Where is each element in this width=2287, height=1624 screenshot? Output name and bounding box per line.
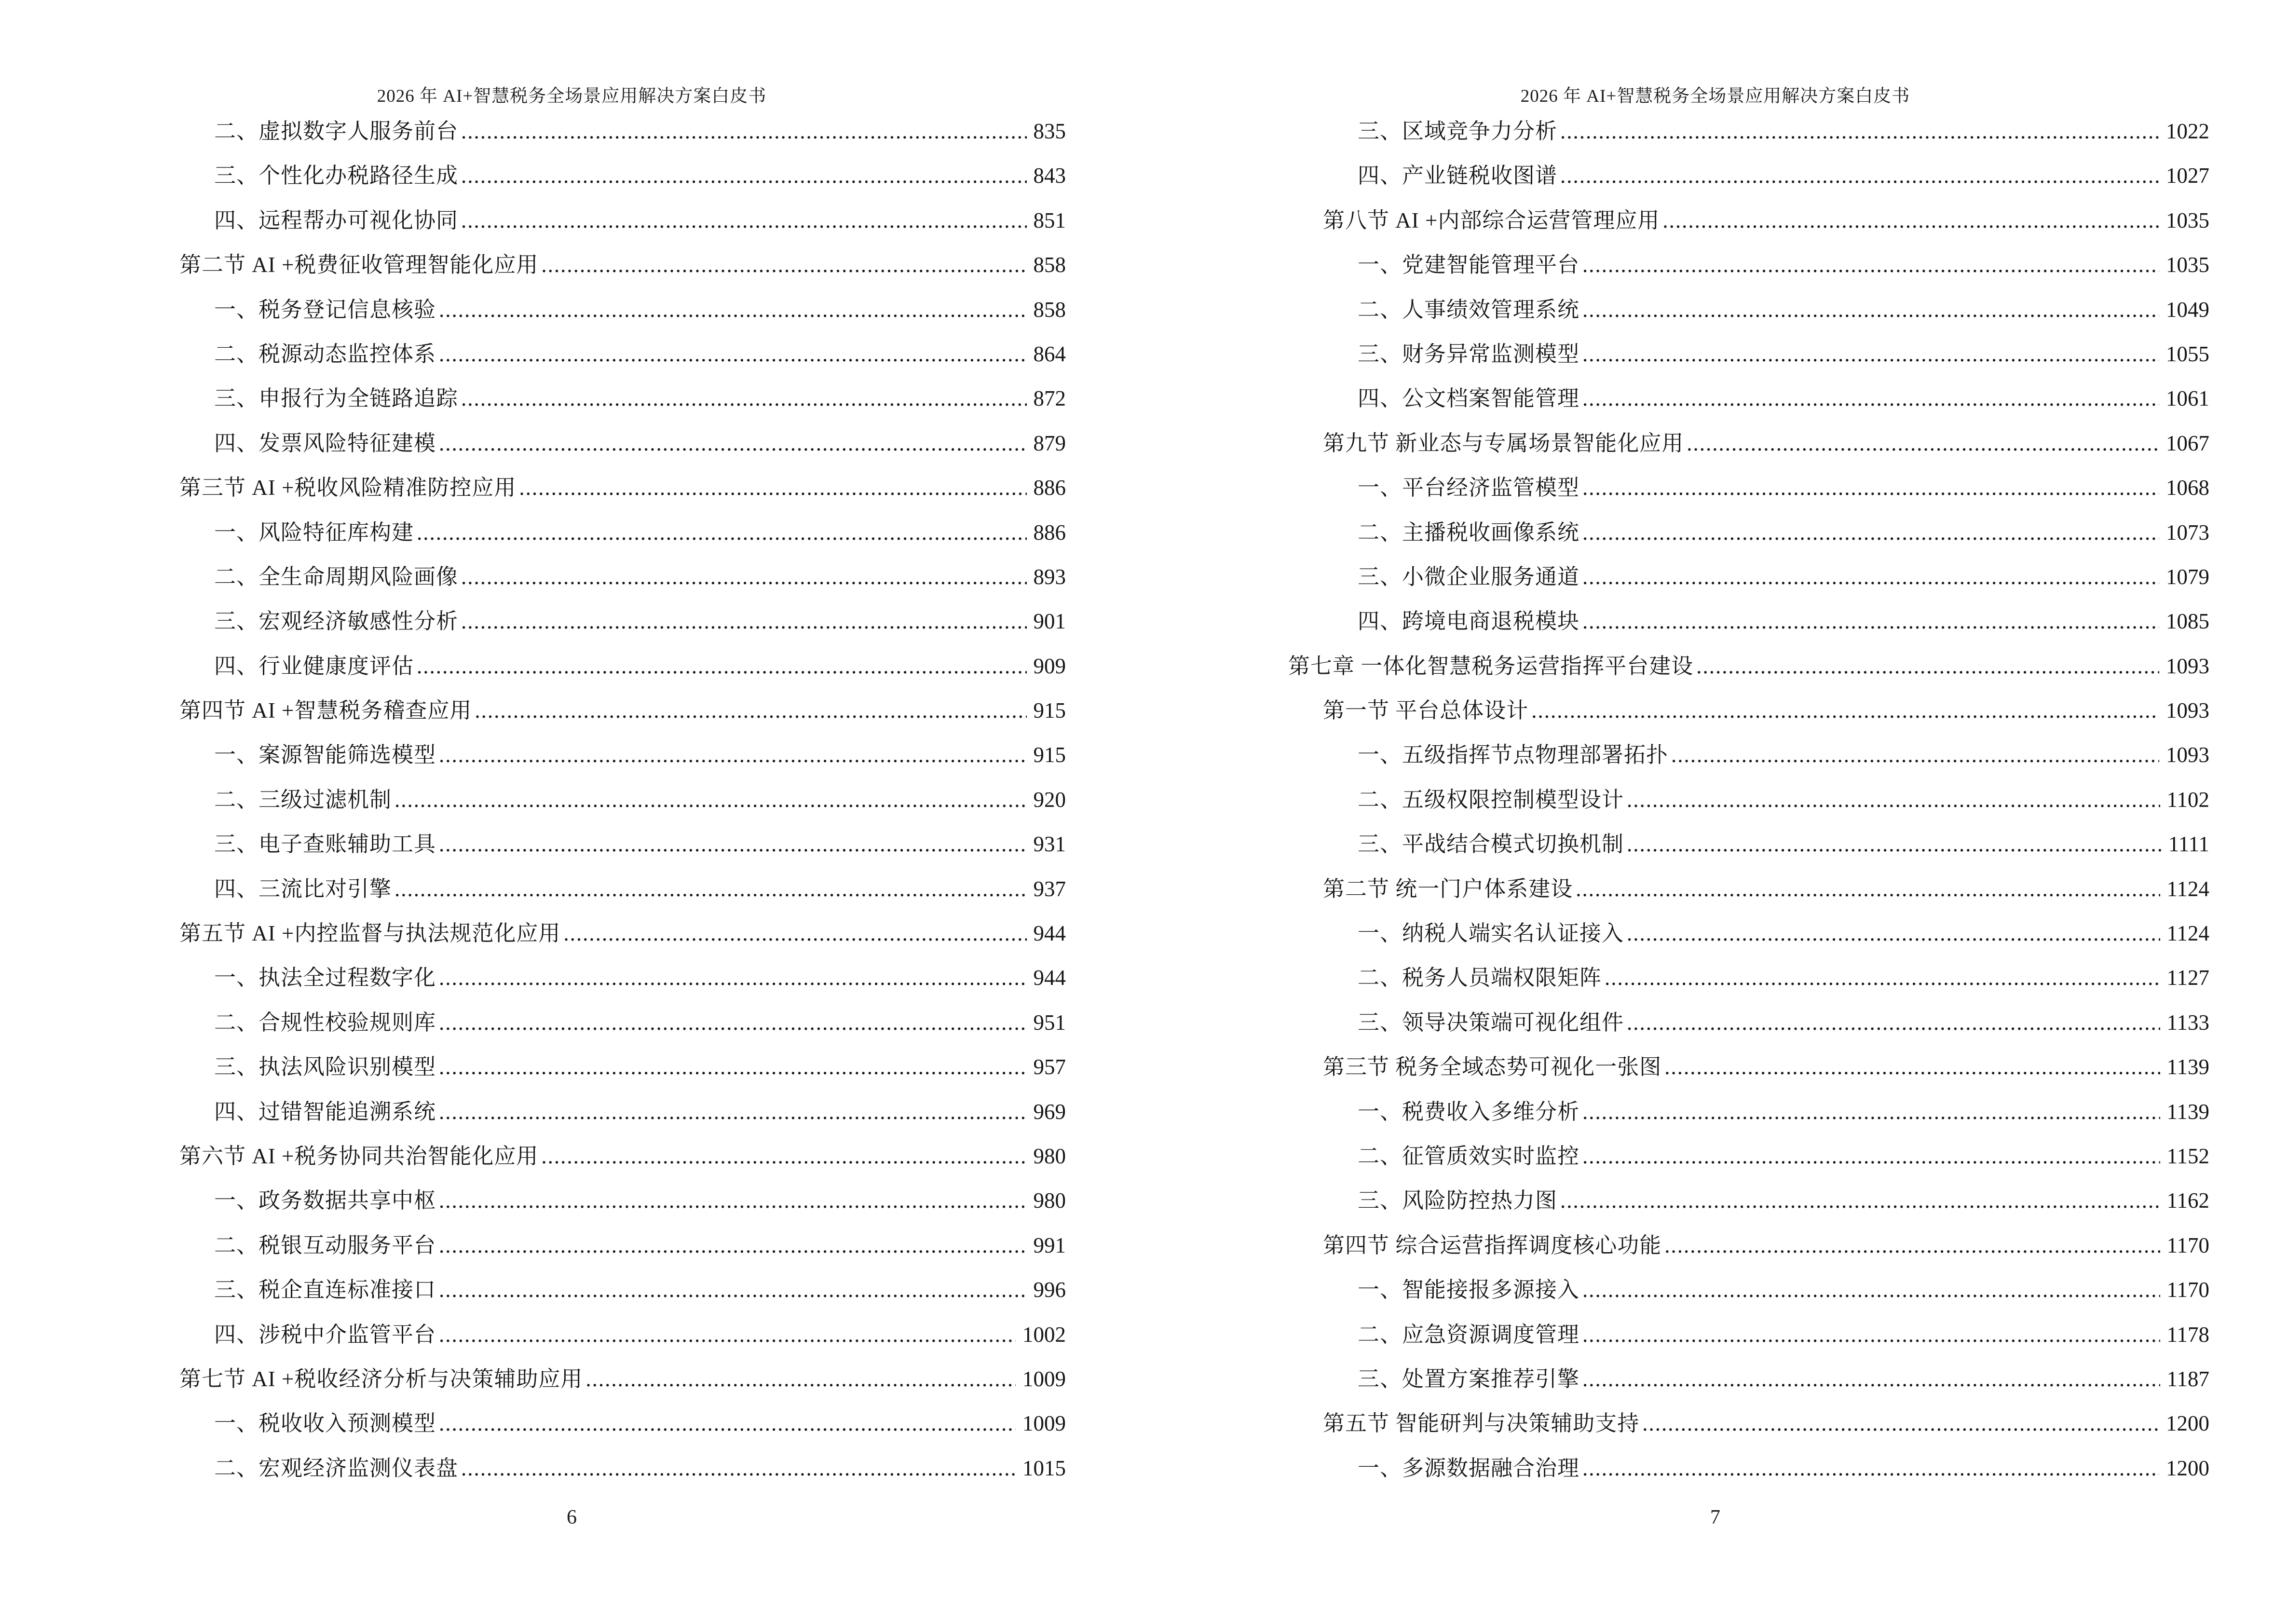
toc-dot-leader <box>1579 1312 2160 1357</box>
toc-entry <box>0 287 1066 332</box>
toc-dot-leader <box>458 555 1026 599</box>
toc-dot-leader <box>458 376 1026 421</box>
toc-entry-title: 二、合规性校验规则库 <box>214 1010 436 1035</box>
toc-dot-leader <box>436 955 1026 1000</box>
toc-entry-title: 一、执法全过程数字化 <box>214 966 436 990</box>
toc-entry-title: 二、宏观经济监测仪表盘 <box>214 1456 459 1480</box>
toc-dot-leader <box>458 109 1026 153</box>
toc-dot-leader <box>436 1268 1026 1312</box>
toc-entry <box>1144 599 2209 643</box>
toc-dot-leader <box>436 733 1026 777</box>
toc-entry-page: 991 <box>1033 1233 1066 1257</box>
toc-entry <box>0 955 1066 1000</box>
toc-dot-leader <box>436 332 1026 376</box>
toc-dot-leader <box>1624 1000 2160 1045</box>
toc-entry <box>0 867 1066 911</box>
toc-entry-title: 第三节 AI +税收风险精准防控应用 <box>179 476 517 500</box>
page-header-title: 2026 年 AI+智慧税务全场景应用解决方案白皮书 <box>1520 86 1910 106</box>
toc-entry <box>0 644 1066 688</box>
toc-entry-title: 三、个性化办税路径生成 <box>214 164 459 188</box>
toc-entry-title: 一、案源智能筛选模型 <box>214 743 436 767</box>
toc-entry-page: 886 <box>1033 520 1066 545</box>
toc-entry <box>1144 733 2209 777</box>
toc-entry-title: 第四节 综合运营指挥调度核心功能 <box>1323 1233 1662 1257</box>
toc-entry-title: 二、三级过滤机制 <box>214 787 392 812</box>
toc-entry-title: 四、公文档案智能管理 <box>1358 386 1580 411</box>
toc-entry <box>1144 1090 2209 1134</box>
toc-entry-title: 一、党建智能管理平台 <box>1358 253 1580 277</box>
toc-dot-leader <box>1579 332 2159 376</box>
toc-dot-leader <box>516 465 1026 510</box>
toc-entry-page: 1015 <box>1022 1456 1066 1480</box>
toc-entry-page: 1102 <box>2166 787 2209 812</box>
toc-entry <box>0 1268 1066 1312</box>
toc-dot-leader <box>392 867 1026 911</box>
toc-dot-leader <box>436 421 1026 465</box>
toc-entry-page: 951 <box>1033 1010 1066 1035</box>
toc-entry-page: 1162 <box>2166 1188 2209 1213</box>
toc-entry-title: 一、政务数据共享中枢 <box>214 1188 436 1213</box>
toc-entry-title: 二、全生命周期风险画像 <box>214 564 459 589</box>
toc-dot-leader <box>458 599 1026 643</box>
toc-entry-page: 1067 <box>2166 431 2209 455</box>
toc-dot-leader <box>1557 1178 2160 1223</box>
toc-entry <box>1144 1401 2209 1446</box>
toc-entry <box>0 599 1066 643</box>
toc-entry-title: 四、远程帮办可视化协同 <box>214 208 459 232</box>
toc-entry-page: 944 <box>1033 921 1066 946</box>
toc-entry-title: 三、执法风险识别模型 <box>214 1055 436 1079</box>
toc-entry <box>0 198 1066 243</box>
toc-dot-leader <box>436 1045 1026 1089</box>
toc-dot-leader <box>1579 287 2159 332</box>
toc-entry <box>1144 421 2209 465</box>
toc-dot-leader <box>1602 955 2160 1000</box>
toc-entry-page: 957 <box>1033 1055 1066 1079</box>
toc-entry <box>0 1045 1066 1089</box>
toc-entry-page: 1170 <box>2166 1278 2209 1302</box>
toc-entry-title: 第二节 统一门户体系建设 <box>1323 876 1573 901</box>
toc-entry <box>1144 867 2209 911</box>
toc-entry-page: 1035 <box>2166 253 2209 277</box>
toc-entry <box>0 510 1066 555</box>
toc-entry <box>1144 109 2209 153</box>
toc-dot-leader <box>458 153 1026 198</box>
toc-entry-title: 三、宏观经济敏感性分析 <box>214 609 459 634</box>
toc-entry <box>1144 688 2209 733</box>
toc-dot-leader <box>1579 1090 2160 1134</box>
toc-entry-title: 四、三流比对引擎 <box>214 876 392 901</box>
toc-entry-title: 第九节 新业态与专属场景智能化应用 <box>1323 431 1684 455</box>
toc-entry <box>0 1312 1066 1357</box>
toc-dot-leader <box>538 243 1026 287</box>
toc-entry <box>0 243 1066 287</box>
toc-entry <box>1144 955 2209 1000</box>
toc-entry <box>0 153 1066 198</box>
toc-entry-page: 851 <box>1033 208 1066 232</box>
toc-entry <box>1144 510 2209 555</box>
toc-entry <box>1144 1045 2209 1089</box>
toc-entry-page: 1200 <box>2166 1456 2209 1480</box>
toc-entry <box>1144 1134 2209 1178</box>
toc-dot-leader <box>1624 778 2160 822</box>
toc-entry <box>1144 332 2209 376</box>
page-number-footer: 6 <box>567 1506 577 1528</box>
toc-entry <box>1144 822 2209 866</box>
toc-entry-page: 864 <box>1033 341 1066 366</box>
toc-entry-title: 三、小微企业服务通道 <box>1358 564 1580 589</box>
toc-entry-page: 1133 <box>2166 1010 2209 1035</box>
toc-entry-page: 1093 <box>2166 654 2209 678</box>
toc-entry-page: 980 <box>1033 1144 1066 1168</box>
toc-entry <box>1144 198 2209 243</box>
toc-entry-title: 二、虚拟数字人服务前台 <box>214 119 459 143</box>
toc-dot-leader <box>1684 421 2159 465</box>
toc-entry <box>0 822 1066 866</box>
toc-dot-leader <box>436 1178 1026 1223</box>
toc-dot-leader <box>1579 465 2159 510</box>
toc-entry-title: 一、风险特征库构建 <box>214 520 414 545</box>
toc-entry <box>1144 1000 2209 1045</box>
toc-entry-title: 一、平台经济监管模型 <box>1358 476 1580 500</box>
toc-entry-page: 915 <box>1033 698 1066 723</box>
toc-entry-page: 893 <box>1033 564 1066 589</box>
toc-entry <box>0 421 1066 465</box>
toc-dot-leader <box>560 911 1026 955</box>
toc-entry-title: 第八节 AI +内部综合运营管理应用 <box>1323 208 1660 232</box>
toc-dot-leader <box>436 1223 1026 1268</box>
toc-entry-page: 937 <box>1033 876 1066 901</box>
toc-entry-page: 1093 <box>2166 698 2209 723</box>
toc-entry <box>0 376 1066 421</box>
toc-dot-leader <box>436 1312 1016 1357</box>
toc-entry-page: 886 <box>1033 476 1066 500</box>
toc-entry <box>0 1357 1066 1401</box>
toc-entry-page: 1027 <box>2166 164 2209 188</box>
toc-entry-title: 三、平战结合模式切换机制 <box>1358 832 1624 857</box>
toc-dot-leader <box>1579 1357 2160 1401</box>
toc-entry-page: 1111 <box>2168 832 2209 857</box>
toc-dot-leader <box>1579 1268 2160 1312</box>
toc-entry <box>1144 1357 2209 1401</box>
toc-entry-title: 三、财务异常监测模型 <box>1358 341 1580 366</box>
toc-dot-leader <box>392 778 1026 822</box>
page-number-footer: 7 <box>1710 1506 1720 1528</box>
toc-entry-page: 1049 <box>2166 297 2209 322</box>
toc-dot-leader <box>436 1090 1026 1134</box>
toc-entry-page: 1139 <box>2166 1099 2209 1124</box>
toc-entry-page: 1035 <box>2166 208 2209 232</box>
toc-entry <box>0 1090 1066 1134</box>
toc-entry-title: 二、征管质效实时监控 <box>1358 1144 1580 1168</box>
toc-entry <box>0 733 1066 777</box>
toc-entry-page: 915 <box>1033 743 1066 767</box>
toc-entry <box>0 1401 1066 1446</box>
toc-entry-page: 1002 <box>1022 1322 1066 1347</box>
toc-entry <box>1144 911 2209 955</box>
toc-entry-page: 1200 <box>2166 1411 2209 1436</box>
toc-entry-page: 980 <box>1033 1188 1066 1213</box>
toc-entry-title: 四、产业链税收图谱 <box>1358 164 1558 188</box>
toc-entry-page: 1022 <box>2166 119 2209 143</box>
toc-dot-leader <box>1661 1223 2160 1268</box>
toc-dot-leader <box>414 510 1026 555</box>
toc-entry-page: 858 <box>1033 253 1066 277</box>
toc-entry-title: 一、纳税人端实名认证接入 <box>1358 921 1624 946</box>
toc-dot-leader <box>436 1401 1016 1446</box>
toc-entry <box>0 1446 1066 1490</box>
toc-dot-leader <box>1579 510 2159 555</box>
toc-entry-page: 1124 <box>2166 921 2209 946</box>
toc-entry-title: 一、五级指挥节点物理部署拓扑 <box>1358 743 1669 767</box>
toc-entry-title: 一、税费收入多维分析 <box>1358 1099 1580 1124</box>
toc-list <box>1144 109 2209 1490</box>
toc-entry <box>1144 287 2209 332</box>
toc-entry-page: 858 <box>1033 297 1066 322</box>
toc-dot-leader <box>436 1000 1026 1045</box>
toc-dot-leader <box>1528 688 2159 733</box>
toc-entry <box>0 1000 1066 1045</box>
toc-entry-page: 1073 <box>2166 520 2209 545</box>
toc-entry <box>1144 1312 2209 1357</box>
toc-dot-leader <box>1579 1446 2159 1490</box>
toc-entry-page: 1055 <box>2166 341 2209 366</box>
toc-dot-leader <box>1579 599 2159 643</box>
toc-entry-title: 三、处置方案推荐引擎 <box>1358 1366 1580 1391</box>
toc-entry <box>0 332 1066 376</box>
toc-entry <box>0 1178 1066 1223</box>
toc-entry-title: 第一节 平台总体设计 <box>1323 698 1529 723</box>
toc-entry-page: 843 <box>1033 164 1066 188</box>
toc-dot-leader <box>1579 243 2159 287</box>
toc-entry-title: 二、五级权限控制模型设计 <box>1358 787 1624 812</box>
toc-entry-page: 872 <box>1033 386 1066 411</box>
toc-entry <box>0 465 1066 510</box>
toc-entry-title: 四、行业健康度评估 <box>214 654 414 678</box>
toc-entry <box>1144 1446 2209 1490</box>
toc-entry-title: 第六节 AI +税务协同共治智能化应用 <box>179 1144 539 1168</box>
toc-entry-page: 1061 <box>2166 386 2209 411</box>
toc-dot-leader <box>1579 555 2159 599</box>
toc-entry <box>0 911 1066 955</box>
toc-dot-leader <box>1639 1401 2159 1446</box>
toc-entry <box>0 688 1066 733</box>
toc-entry-page: 1009 <box>1022 1366 1066 1391</box>
toc-dot-leader <box>1660 198 2159 243</box>
toc-list <box>0 109 1066 1490</box>
toc-entry-title: 一、税务登记信息核验 <box>214 297 436 322</box>
toc-entry-page: 1127 <box>2166 966 2209 990</box>
toc-dot-leader <box>1557 153 2159 198</box>
toc-dot-leader <box>538 1134 1026 1178</box>
toc-dot-leader <box>1624 911 2160 955</box>
toc-entry <box>1144 243 2209 287</box>
toc-entry-title: 四、发票风险特征建模 <box>214 431 436 455</box>
toc-entry-title: 第七章 一体化智慧税务运营指挥平台建设 <box>1288 654 1694 678</box>
toc-entry-page: 1085 <box>2166 609 2209 634</box>
toc-entry-title: 三、风险防控热力图 <box>1358 1188 1558 1213</box>
toc-entry-title: 四、跨境电商退税模块 <box>1358 609 1580 634</box>
toc-entry-page: 931 <box>1033 832 1066 857</box>
toc-entry-title: 二、税银互动服务平台 <box>214 1233 436 1257</box>
toc-entry <box>0 555 1066 599</box>
toc-entry-page: 969 <box>1033 1099 1066 1124</box>
toc-entry-title: 第二节 AI +税费征收管理智能化应用 <box>179 253 539 277</box>
toc-entry-page: 1139 <box>2166 1055 2209 1079</box>
page-header-title: 2026 年 AI+智慧税务全场景应用解决方案白皮书 <box>377 86 767 106</box>
toc-dot-leader <box>583 1357 1016 1401</box>
toc-dot-leader <box>472 688 1026 733</box>
toc-dot-leader <box>1579 376 2159 421</box>
toc-entry-title: 三、领导决策端可视化组件 <box>1358 1010 1624 1035</box>
toc-entry-page: 1009 <box>1022 1411 1066 1436</box>
toc-entry-title: 第七节 AI +税收经济分析与决策辅助应用 <box>179 1366 583 1391</box>
toc-dot-leader <box>1668 733 2159 777</box>
toc-entry <box>1144 1268 2209 1312</box>
toc-entry-title: 三、区域竞争力分析 <box>1358 119 1558 143</box>
toc-entry-title: 二、税源动态监控体系 <box>214 341 436 366</box>
toc-entry-title: 二、人事绩效管理系统 <box>1358 297 1580 322</box>
toc-entry-page: 920 <box>1033 787 1066 812</box>
toc-entry-title: 一、智能接报多源接入 <box>1358 1278 1580 1302</box>
toc-entry-page: 909 <box>1033 654 1066 678</box>
toc-dot-leader <box>436 287 1026 332</box>
toc-entry <box>1144 465 2209 510</box>
toc-entry <box>1144 555 2209 599</box>
toc-entry-title: 一、税收收入预测模型 <box>214 1411 436 1436</box>
toc-entry <box>1144 153 2209 198</box>
toc-entry <box>0 1134 1066 1178</box>
toc-dot-leader <box>1557 109 2159 153</box>
toc-entry <box>1144 778 2209 822</box>
toc-dot-leader <box>1624 822 2162 866</box>
toc-entry-page: 996 <box>1033 1278 1066 1302</box>
toc-entry-page: 1178 <box>2166 1322 2209 1347</box>
toc-dot-leader <box>1693 644 2159 688</box>
toc-entry <box>1144 644 2209 688</box>
toc-dot-leader <box>458 1446 1016 1490</box>
toc-entry <box>0 1223 1066 1268</box>
toc-entry-title: 第五节 智能研判与决策辅助支持 <box>1323 1411 1640 1436</box>
toc-page-right <box>1144 0 2287 1624</box>
toc-entry <box>0 109 1066 153</box>
toc-entry-page: 1170 <box>2166 1233 2209 1257</box>
toc-entry-title: 三、电子查账辅助工具 <box>214 832 436 857</box>
toc-entry-page: 1079 <box>2166 564 2209 589</box>
toc-entry-page: 1152 <box>2166 1144 2209 1168</box>
toc-dot-leader <box>1661 1045 2160 1089</box>
toc-entry-title: 二、主播税收画像系统 <box>1358 520 1580 545</box>
toc-dot-leader <box>1573 867 2160 911</box>
toc-entry <box>1144 1178 2209 1223</box>
toc-entry <box>1144 1223 2209 1268</box>
toc-entry <box>1144 376 2209 421</box>
toc-entry-page: 944 <box>1033 966 1066 990</box>
toc-entry-title: 二、应急资源调度管理 <box>1358 1322 1580 1347</box>
toc-dot-leader <box>436 822 1026 866</box>
toc-entry-title: 第三节 税务全域态势可视化一张图 <box>1323 1055 1662 1079</box>
toc-entry-title: 四、涉税中介监管平台 <box>214 1322 436 1347</box>
toc-entry-page: 901 <box>1033 609 1066 634</box>
toc-entry-title: 四、过错智能追溯系统 <box>214 1099 436 1124</box>
toc-entry-title: 二、税务人员端权限矩阵 <box>1358 966 1602 990</box>
toc-entry <box>0 778 1066 822</box>
toc-entry-page: 1187 <box>2166 1366 2209 1391</box>
toc-entry-page: 1093 <box>2166 743 2209 767</box>
toc-dot-leader <box>1579 1134 2160 1178</box>
toc-entry-title: 第五节 AI +内控监督与执法规范化应用 <box>179 921 561 946</box>
toc-entry-title: 三、税企直连标准接口 <box>214 1278 436 1302</box>
toc-entry-title: 第四节 AI +智慧税务稽查应用 <box>179 698 472 723</box>
toc-entry-page: 835 <box>1033 119 1066 143</box>
toc-dot-leader <box>414 644 1026 688</box>
toc-entry-title: 一、多源数据融合治理 <box>1358 1456 1580 1480</box>
toc-entry-page: 879 <box>1033 431 1066 455</box>
toc-entry-page: 1124 <box>2166 876 2209 901</box>
toc-dot-leader <box>458 198 1026 243</box>
toc-entry-title: 三、申报行为全链路追踪 <box>214 386 459 411</box>
toc-entry-page: 1068 <box>2166 476 2209 500</box>
